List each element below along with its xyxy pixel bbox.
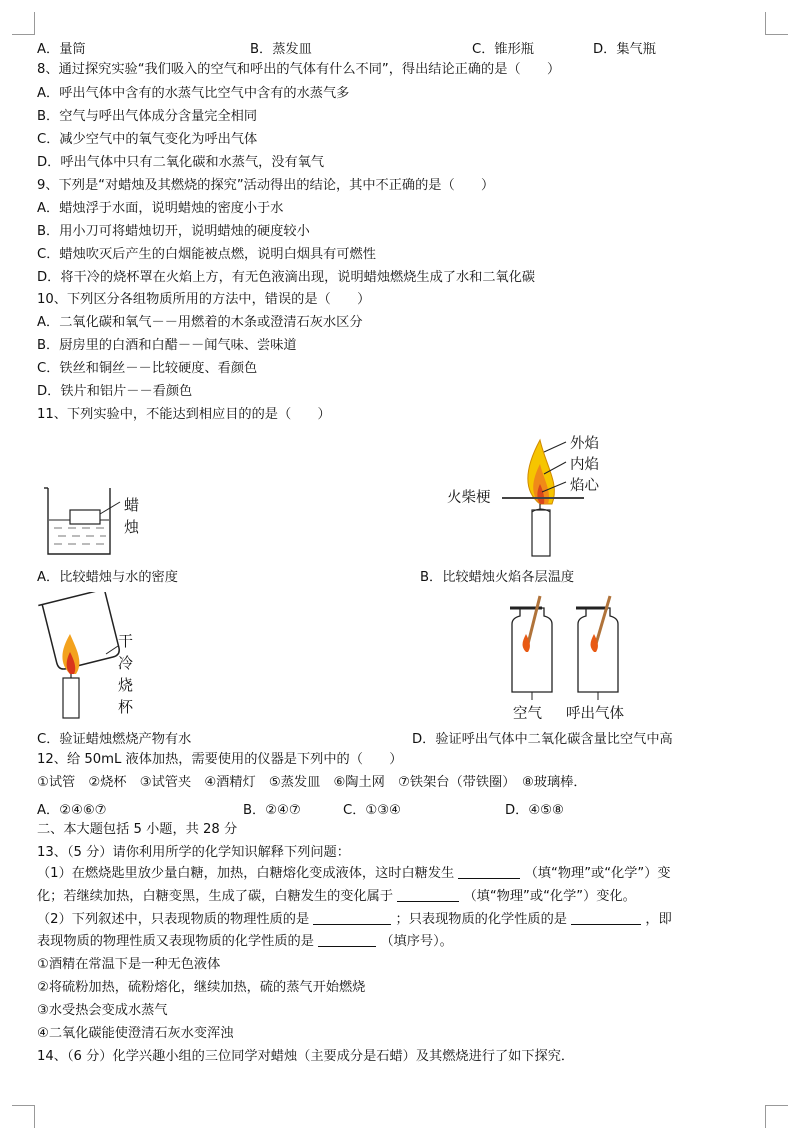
answer-blank[interactable]: [458, 864, 520, 879]
q13-part2-line2: [37, 932, 453, 952]
q13-part1-text-d: （填“物理”或“化学”）变化。: [463, 889, 636, 904]
q12-stem: 12、给 50mL 液体加热，需要使用的仪器是下列中的（ ）: [37, 752, 403, 767]
q13-part2-line1: [37, 910, 672, 930]
q9-option-b: B．用小刀可将蜡烛切开，说明蜡烛的硬度较小: [37, 224, 310, 239]
figure-d-gas-bottles: [496, 592, 646, 700]
q8-option-d: D．呼出气体中只有二氧化碳和水蒸气，没有氧气: [37, 155, 325, 170]
figure-d-air-label: 空气: [513, 706, 542, 722]
q13-part1-line1: [37, 864, 671, 884]
q9-option-c: C．蜡烛吹灭后产生的白烟能被点燃，说明白烟具有可燃性: [37, 247, 376, 262]
q9-option-a: A．蜡烛浮于水面，说明蜡烛的密度小于水: [37, 201, 284, 216]
figure-a-candle-in-water: [40, 484, 160, 560]
q8-option-a: A．呼出气体中含有的水蒸气比空气中含有的水蒸气多: [37, 86, 350, 101]
q11-stem: 11、下列实验中，不能达到相应目的的是（ ）: [37, 407, 331, 422]
figure-b-outer-flame-label: 外焰: [570, 436, 599, 452]
q10-option-d: D．铁片和铝片－－看颜色: [37, 384, 193, 399]
answer-blank[interactable]: [313, 910, 391, 925]
figure-a-label-1: 蜡: [124, 496, 140, 514]
corner-mark-top-right: [765, 12, 788, 35]
q13-part1-line2: [37, 887, 636, 907]
q12-items: ①试管 ②烧杯 ③试管夹 ④酒精灯 ⑤蒸发皿 ⑥陶土网 ⑦铁架台（带铁圈） ⑧玻璃棒．: [37, 775, 587, 790]
figure-b-matchstick-label: 火柴梗: [447, 490, 491, 506]
figure-a-label-2: 烛: [124, 518, 140, 536]
q12-option-b: B．②④⑦: [243, 803, 301, 818]
corner-mark-top-left: [12, 12, 35, 35]
figure-b-flame-layers: [500, 432, 620, 560]
q10-option-a: A．二氧化碳和氧气－－用燃着的木条或澄清石灰水区分: [37, 315, 363, 330]
q10-option-c: C．铁丝和铜丝－－比较硬度、看颜色: [37, 361, 258, 376]
q13-part1-text-b: （填“物理”或“化学”）变: [524, 866, 671, 881]
q7-option-c: C．锥形瓶: [472, 42, 534, 57]
q13-part2-text-b: ；只表现物质的化学性质的是: [395, 912, 567, 927]
q8-option-c: C．减少空气中的氧气变化为呼出气体: [37, 132, 258, 147]
figure-a-caption: A．比较蜡烛与水的密度: [37, 570, 178, 585]
q9-option-d: D．将干冷的烧杯罩在火焰上方，有无色液滴出现，说明蜡烛燃烧生成了水和二氧化碳: [37, 270, 536, 285]
q13-item-1: ①酒精在常温下是一种无色液体: [37, 957, 221, 972]
q13-part2-text-c: ，即: [645, 912, 672, 927]
q7-option-d: D．集气瓶: [593, 42, 656, 57]
figure-d-caption: D．验证呼出气体中二氧化碳含量比空气中高: [412, 732, 673, 747]
figure-b-inner-flame-label: 内焰: [570, 457, 599, 473]
q13-part2-text-d: 表现物质的物理性质又表现物质的化学性质的是: [37, 934, 314, 949]
q14-stem: 14、（6 分）化学兴趣小组的三位同学对蜡烛（主要成分是石蜡）及其燃烧进行了如下探究．: [37, 1049, 575, 1064]
q9-stem: 9、下列是“对蜡烛及其燃烧的探究”活动得出的结论，其中不正确的是（ ）: [37, 178, 495, 193]
answer-blank[interactable]: [397, 887, 459, 902]
q13-item-4: ④二氧化碳能使澄清石灰水变浑浊: [37, 1026, 234, 1041]
q13-part1-text-c: 化；若继续加热，白糖变黑，生成了碳，白糖发生的变化属于: [37, 889, 394, 904]
figure-b-caption: B．比较蜡烛火焰各层温度: [420, 570, 575, 585]
q12-option-a: A．②④⑥⑦: [37, 803, 107, 818]
section-heading: 二、本大题包括 5 小题，共 28 分: [37, 822, 238, 837]
corner-mark-bottom-right: [765, 1105, 788, 1128]
q12-option-c: C．①③④: [343, 803, 401, 818]
answer-blank[interactable]: [318, 932, 376, 947]
q13-stem: 13、（5 分）请你利用所学的化学知识解释下列问题：: [37, 845, 350, 860]
corner-mark-bottom-left: [12, 1105, 35, 1128]
figure-c-label-2: 冷: [118, 654, 134, 672]
answer-blank[interactable]: [571, 910, 641, 925]
figure-d-breath-label: 呼出气体: [566, 706, 624, 722]
q10-stem: 10、下列区分各组物质所用的方法中，错误的是（ ）: [37, 292, 371, 307]
q13-part2-text-a: （2）下列叙述中，只表现物质的物理性质的是: [37, 912, 310, 927]
figure-c-label-3: 烧: [118, 676, 134, 694]
q13-part2-text-e: （填序号）。: [380, 934, 453, 949]
figure-b-flame-core-label: 焰心: [570, 478, 599, 494]
q13-part1-text-a: （1）在燃烧匙里放少量白糖，加热，白糖熔化变成液体，这时白糖发生: [37, 866, 455, 881]
q7-option-a: A．量筒: [37, 42, 86, 57]
q13-item-2: ②将硫粉加热，硫粉熔化，继续加热，硫的蒸气开始燃烧: [37, 980, 366, 995]
q10-option-b: B．厨房里的白酒和白醋－－闻气味、尝味道: [37, 338, 297, 353]
q8-option-b: B．空气与呼出气体成分含量完全相同: [37, 109, 258, 124]
q7-option-b: B．蒸发皿: [250, 42, 312, 57]
q8-stem: 8、通过探究实验“我们吸入的空气和呼出的气体有什么不同”，得出结论正确的是（ ）: [37, 62, 561, 77]
figure-c-label-1: 干: [118, 632, 134, 650]
figure-c-dry-beaker-over-candle: [36, 592, 126, 722]
q12-option-d: D．④⑤⑧: [505, 803, 564, 818]
figure-c-caption: C．验证蜡烛燃烧产物有水: [37, 732, 192, 747]
figure-c-label-4: 杯: [118, 698, 134, 716]
q13-item-3: ③水受热会变成水蒸气: [37, 1003, 168, 1018]
